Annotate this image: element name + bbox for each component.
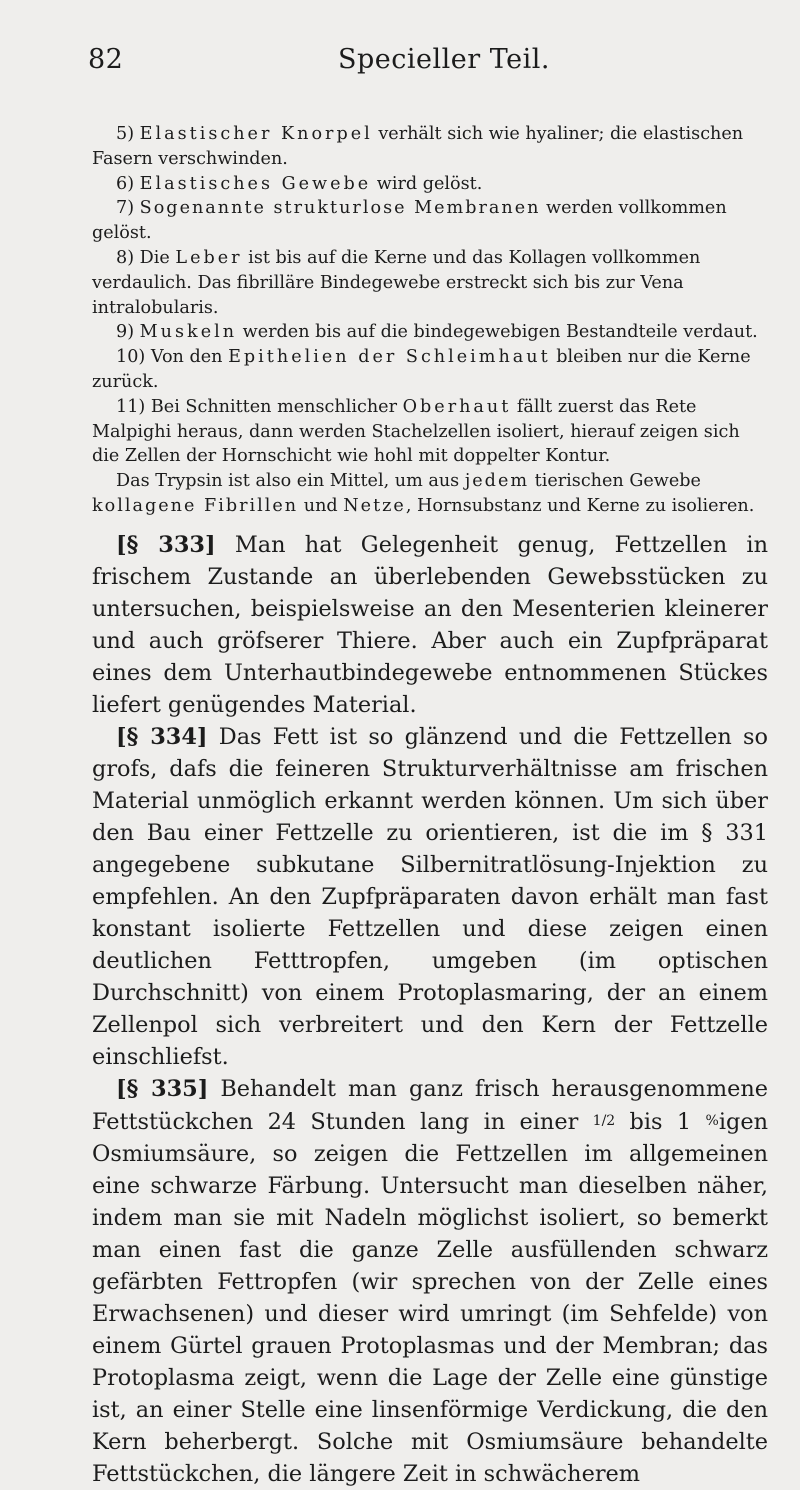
list-item	[92, 196, 768, 246]
section-reference: [§ 335]	[116, 1075, 209, 1102]
item-text: werden bis auf die bindegewebigen Bestandteile verdaut.	[237, 322, 758, 343]
item-number: 8)	[116, 247, 135, 268]
page-body	[92, 122, 768, 1490]
item-number: 7)	[116, 198, 135, 219]
list-item	[92, 345, 768, 395]
item-term: Elastisches Gewebe	[139, 173, 372, 194]
item-text: verhält sich wie hyaliner; die elastischen Fasern verschwinden.	[92, 124, 744, 169]
section-reference: [§ 333]	[116, 531, 216, 558]
item-text: ist bis auf die Kerne und das Kollagen vollkommen verdaulich. Das fibrilläre Bindegewebe erstreckt sich bis zur Vena intralobularis.	[92, 247, 701, 318]
section-text: Man hat Gelegenheit genug, Fettzellen in frischem Zustande an überlebenden Gewebsstücken zu untersuchen, beispielsweise an den Mesenterien kleinerer und auch gröfserer Thiere. Aber auch ein Zupfpräparat eines dem Unterhautbindegewebe entnommenen Stückes liefert genügendes Material.	[92, 531, 769, 718]
item-number: 9)	[116, 322, 135, 343]
item-prefix: Von den	[150, 347, 229, 368]
summary-paragraph	[92, 469, 768, 519]
item-term: Sogenannte strukturlose Membranen	[139, 198, 541, 219]
section-334	[92, 721, 768, 1073]
list-item	[92, 246, 768, 320]
summary-text: , Hornsubstanz und Kerne zu isolieren.	[405, 495, 755, 516]
item-text: wird gelöst.	[371, 173, 483, 194]
list-item	[92, 320, 768, 345]
percent-sign: %	[705, 1112, 719, 1129]
enzyme-results-list	[92, 122, 768, 519]
item-number: 10)	[116, 347, 146, 368]
main-text	[92, 529, 768, 1490]
list-item	[92, 172, 768, 197]
item-term: Elastischer Knorpel	[139, 124, 373, 144]
item-number: 11)	[116, 396, 146, 417]
summary-text: Das Trypsin ist also ein Mittel, um aus	[116, 471, 465, 492]
item-term: Leber	[175, 247, 243, 268]
running-title: Specieller Teil.	[338, 44, 550, 75]
item-text: fällt zuerst das Rete Malpighi heraus, dann werden Stachelzellen isoliert, hierauf zeigen sich die Zellen der Hornschicht wie hohl mit doppelter Kontur.	[92, 396, 740, 467]
summary-text: tierischen Gewebe	[529, 471, 701, 492]
section-reference: [§ 334]	[116, 723, 208, 750]
summary-text: und	[298, 495, 344, 516]
item-number: 5)	[116, 124, 135, 144]
page-header	[88, 44, 768, 84]
summary-emphasis: jedem	[464, 471, 530, 492]
fraction: 1/2	[592, 1112, 616, 1129]
item-number: 6)	[116, 173, 135, 194]
item-text: bleiben nur die Kerne zurück.	[92, 347, 751, 392]
item-term: Epithelien der Schleimhaut	[228, 347, 551, 368]
page-number: 82	[88, 44, 124, 75]
list-item	[92, 122, 768, 172]
section-text: Das Fett ist so glänzend und die Fettzellen so grofs, dafs die feineren Strukturverhältnisse am frischen Material unmöglich erkannt werden können. Um sich über den Bau einer Fettzelle zu orientieren, ist die im § 331 angegebene subkutane Silbernitratlösung-Injektion zu empfehlen. An den Zupfpräparaten davon erhält man fast konstant isolierte Fettzellen und diese zeigen einen deutlichen Fetttropfen, umgeben (im optischen Durchschnitt) von einem Protoplasmaring, der an einem Zellenpol sich verbreitert und den Kern der Fettzelle einschliefst.	[92, 723, 768, 1070]
section-333	[92, 529, 768, 721]
item-term: Muskeln	[139, 322, 238, 343]
item-term: Oberhaut	[402, 396, 512, 417]
item-prefix: Bei Schnitten menschlicher	[150, 396, 403, 417]
summary-term: kollagene Fibrillen	[92, 495, 299, 516]
summary-term: Netze	[343, 495, 406, 516]
item-text: werden vollkommen gelöst.	[92, 198, 727, 244]
section-335	[92, 1073, 768, 1490]
section-text: igen Osmiumsäure, so zeigen die Fettzellen im allgemeinen eine schwarze Färbung. Untersucht man dieselben näher, indem man sie mit Nadeln möglichst isoliert, so bemerkt man einen fast die ganze Zelle ausfüllenden schwarz gefärbten Fettropfen (wir sprechen von der Zelle eines Erwachsenen) und dieser wird umringt (im Sehfelde) von einem Gürtel grauen Protoplasmas und der Membran; das Protoplasma zeigt, wenn die Lage der Zelle eine günstige ist, an einer Stelle eine linsenförmige Verdickung, die den Kern beherbergt. Solche mit Osmiumsäure behandelte Fettstückchen, die längere Zeit in schwächerem	[92, 1108, 768, 1487]
item-prefix: Die	[139, 247, 176, 268]
list-item	[92, 395, 768, 469]
section-text: bis 1	[615, 1108, 706, 1135]
section-text: Behandelt man ganz frisch herausgenommene Fettstückchen 24 Stunden lang in einer	[92, 1075, 769, 1135]
